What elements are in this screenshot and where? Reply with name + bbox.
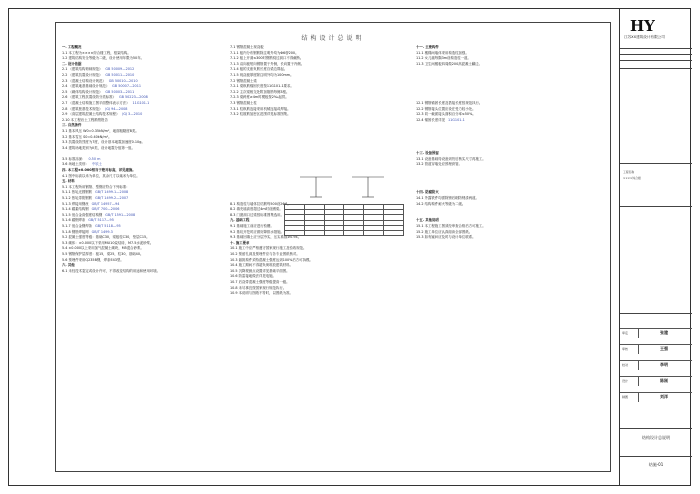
note-text: 13.1 设备基础待设备到货后核实尺寸再施工。 — [416, 156, 486, 161]
note-text: 10.7 后浇带混凝土强度等级提高一级。 — [230, 279, 290, 284]
note-text: 2.4 《建筑地基基础设计规范》 — [62, 84, 110, 89]
note-text: 十三. 设备预留 — [416, 151, 439, 156]
standard-code: GB/T 5118—95 — [95, 224, 121, 228]
note-text: 12.4 锚固长度详见 — [416, 117, 445, 122]
note-text: 9.1 基础施工前应进行验槽。 — [230, 224, 274, 228]
standard-code: JGJ 3—2010 — [122, 112, 143, 117]
note-text: 15.3 如有疑问应及时与设计单位联系。 — [416, 235, 476, 240]
note-text: 5.1.3 焊接用钢丝 — [62, 201, 89, 206]
note-text: 九. 基础工程 — [230, 218, 250, 223]
note-text: 7.2.2 主次梁相交处附加箍筋每侧3根。 — [230, 89, 290, 94]
note-text: 5.1.4 碳素结构钢 — [62, 207, 89, 212]
note-text: 4.1 图中标高以米为单位，其余尺寸以毫米为单位。 — [62, 173, 140, 178]
note-text: 11.2 女儿墙每隔3m设构造柱一道。 — [416, 56, 471, 61]
company-logo: HY — [630, 17, 655, 35]
note-text: 5.1.1 热轧光圆钢筋 — [62, 190, 93, 195]
signature-row — [620, 376, 692, 385]
project-label: 工程名称 — [623, 170, 635, 174]
signature-role: 审定 — [622, 331, 629, 335]
signature-name: 李明 — [660, 362, 668, 367]
note-text: 11.3 卫生间楼板四周做200高混凝土翻边。 — [416, 61, 482, 66]
standard-code: GB/T 700—2006 — [91, 207, 120, 212]
note-text: 十. 施工要求 — [230, 240, 250, 245]
note-text: 3.6 场地土类别： — [62, 162, 89, 167]
note-text: 7.3.2 柱箍筋加密区范围详见标准图集。 — [230, 112, 291, 117]
signature-row — [620, 344, 692, 353]
note-text: 7.1.1 板内分布钢筋除注明外均为Φ6@200。 — [230, 50, 299, 55]
note-text: 7.1 钢筋混凝土现浇板 — [230, 45, 264, 49]
signature-row — [620, 328, 692, 337]
note-text: 三. 自然条件 — [62, 123, 82, 128]
standard-code: GB 50003—2011 — [105, 89, 135, 94]
standard-code: 0.50 m — [88, 156, 101, 161]
drawing-title: 结构设计总说明 — [642, 435, 670, 440]
note-text: 7.1.5 现浇板厚度除注明外均为100mm。 — [230, 72, 294, 77]
note-text: 一. 工程概况 — [62, 45, 82, 49]
note-text: 五. 材料 — [62, 179, 75, 184]
note-text: 5.1.5 低合金高强度结构钢 — [62, 212, 103, 217]
standard-code: 11G101-1 — [132, 100, 150, 105]
standard-code: GB 50223—2008 — [118, 95, 148, 100]
note-text: 7.3 钢筋混凝土柱 — [230, 100, 257, 105]
note-text: 9.3 基础回填土应分层夯实，压实系数≥0.94。 — [230, 235, 302, 240]
note-text: 14.2 结构构件耐火等级为二级。 — [416, 201, 466, 206]
note-text: 8.1 构造柱与墙体拉结筋每500设2Φ6。 — [230, 201, 291, 206]
note-text: 2.1 《建筑结构荷载规范》 — [62, 67, 103, 72]
company-name: 江苏XX建筑设计有限公司 — [624, 35, 665, 39]
note-text: 12.2 钢筋接头位置应设在受力较小处。 — [416, 106, 476, 111]
note-text: 十一. 主要构件 — [416, 45, 439, 49]
standard-code: GB 50009—2012 — [105, 67, 135, 72]
standard-code: GB/T 5117—95 — [88, 218, 114, 223]
note-text: 10.6 防雷接地做法详见电施。 — [230, 274, 276, 279]
title-block — [619, 8, 691, 486]
note-text: 12.3 同一截面接头面积百分率≤50%。 — [416, 112, 476, 117]
signature-role: 设计 — [622, 379, 629, 383]
notes-column-3 — [416, 45, 606, 241]
note-text: 5.5 钢筋保护层厚度：板15，梁25，柱30，基础40。 — [62, 251, 144, 256]
note-text: 15.1 本工程施工图须经审查合格后方可施工。 — [416, 224, 486, 228]
note-line — [62, 269, 220, 275]
note-text: 7.1.2 板上开洞≤300时钢筋绕过洞口不得截断。 — [230, 56, 304, 61]
note-text: 5.1.7 低合金钢焊条 — [62, 224, 93, 228]
note-text: 8.3 门窗洞口过梁按标准图集选用。 — [230, 212, 284, 217]
note-text: 1.1 本工程为××××综合楼工程，框架结构。 — [62, 50, 131, 55]
note-text: 3.3 抗震设防烈度为7度，设计基本地震加速度0.10g。 — [62, 140, 145, 145]
standard-code: GB/T 1591—2008 — [105, 212, 136, 217]
note-text: 15.2 施工单位应认真阅读全部图纸。 — [416, 229, 473, 234]
note-text: 11.1 楼梯间墙体采用构造柱加强。 — [416, 50, 469, 55]
standard-code: GB 50007—2011 — [112, 84, 142, 89]
note-text: 10.8 未尽事宜按国家现行规范执行。 — [230, 285, 287, 290]
signature-name: 王强 — [660, 346, 668, 351]
note-text: 2.6 《建筑工程抗震设防分类标准》 — [62, 95, 116, 100]
note-text: 10.2 预留孔洞及预埋件应与各专业图纸核对。 — [230, 251, 300, 256]
standard-code: GB/T 1499.2—2007 — [95, 196, 129, 201]
drawing-number: 结施-01 — [648, 462, 664, 467]
signature-role: 审核 — [622, 347, 629, 351]
signature-role: 校对 — [622, 363, 629, 367]
standard-code: GB/T 1499.3 — [91, 229, 113, 234]
note-text: 二. 设计依据 — [62, 61, 82, 66]
standard-code: GB/T 1499.1—2008 — [95, 190, 129, 195]
note-text: 2.5 《砌体结构设计规范》 — [62, 89, 103, 94]
note-text: 12.1 钢筋锚固长度及搭接长度按规范执行。 — [416, 100, 483, 105]
note-text: 5.2 混凝土强度等级：基础C30，梁板柱C30，垫层C15。 — [62, 235, 150, 240]
notes-column-1 — [62, 45, 220, 274]
note-text: 5.3 砌体：±0.000以下采用MU10烧结砖，M7.5水泥砂浆。 — [62, 240, 154, 245]
signature-row — [620, 392, 692, 401]
drawing-heading: 结构设计总说明 — [301, 35, 365, 42]
note-text: 13.2 管道穿墙处应预埋套管。 — [416, 162, 462, 167]
note-text: 5.1.8 钢筋焊接网 — [62, 229, 89, 234]
notes-column-2 — [230, 45, 406, 297]
standard-code: GB 50011—2010 — [105, 72, 135, 77]
note-text: 2.7 《混凝土结构施工图平面整体表示方法》 — [62, 100, 130, 105]
note-text: 14.1 外露铁件均需除锈后刷防锈漆两道。 — [416, 196, 479, 201]
note-text: 3.2 基本雪压 S0=0.40kN/m²。 — [62, 134, 112, 139]
note-text: 7.1.4 板的支座负筋长度自梁边算起。 — [230, 67, 288, 72]
note-text: 10.3 悬挑构件须待混凝土强度达到100%后方可拆模。 — [230, 257, 313, 262]
note-text: 5.6 预埋件采用Q235B钢，焊条E43型。 — [62, 257, 124, 262]
standard-code: JGJ 94—2008 — [105, 106, 128, 111]
note-text: 3.5 标准冻深： — [62, 156, 86, 161]
note-text: 2.8 《建筑桩基技术规范》 — [62, 106, 103, 111]
note-text: 7.1.3 双向板短向钢筋置于外侧，长向置于内侧。 — [230, 61, 305, 66]
note-text: 7.3.1 柱纵筋连接采用机械连接或焊接。 — [230, 106, 291, 111]
note-text: 六. 其他 — [62, 263, 75, 268]
note-text: 1.2 建筑结构安全等级为二级，设计使用年限为50年。 — [62, 56, 144, 61]
note-text: 8.2 填充墙高度超过4m时设圈梁。 — [230, 207, 283, 212]
note-text: 2.3 《混凝土结构设计规范》 — [62, 78, 106, 83]
note-text: 十四. 防腐防火 — [416, 190, 439, 195]
project-value: ××××综合楼 — [623, 176, 641, 180]
note-text: 2.2 《建筑抗震设计规范》 — [62, 72, 103, 77]
note-text: 7.2.3 梁跨度≥4m时模板按2‰起拱。 — [230, 95, 289, 100]
signature-row — [620, 360, 692, 369]
note-text: 2.10 本工程岩土工程勘察报告 — [62, 117, 108, 122]
signature-name: 张建 — [660, 330, 668, 335]
signature-role: 制图 — [622, 395, 629, 399]
note-line — [416, 235, 606, 241]
standard-code: 中软土 — [91, 162, 102, 167]
note-text: 5.1 本工程所用钢筋、型钢应符合下列标准： — [62, 184, 130, 189]
reinforcement-table — [284, 204, 404, 236]
note-text: 10.5 沉降观测点设置详见基础平面图。 — [230, 268, 290, 273]
note-text: 10.4 施工期间不得超负荷堆放建筑材料。 — [230, 263, 293, 268]
note-text: 3.1 基本风压 W0=0.35kN/m²，地面粗糙度B类。 — [62, 128, 139, 133]
note-text: 2.9 《高层建筑混凝土结构技术规程》 — [62, 112, 120, 117]
note-text: 5.1.2 热轧带肋钢筋 — [62, 196, 93, 201]
drawing-frame — [55, 22, 611, 472]
signature-name: 陈刚 — [660, 378, 668, 383]
standard-code: 11G101-1 — [447, 117, 465, 122]
note-text: 10.9 本说明与图纸不符时，以图纸为准。 — [230, 291, 293, 296]
note-text: 5.4 ±0.000以上采用加气混凝土砌块，M5混合砂浆。 — [62, 246, 144, 251]
note-text: 四. 本工程±0.000相当于绝对标高，详见建施。 — [62, 168, 136, 173]
standard-code: GB 50010—2010 — [108, 78, 138, 83]
signature-name: 刘洋 — [660, 394, 668, 399]
note-text: 10.1 施工中应严格遵守国家现行施工及验收规范。 — [230, 246, 307, 251]
standard-code: GB/T 14957—94 — [91, 201, 120, 206]
note-line — [230, 291, 406, 297]
note-text: 9.2 基坑开挖时应做好降排水措施。 — [230, 229, 284, 234]
note-text: 5.1.6 碳钢焊条 — [62, 218, 86, 223]
note-text: 3.4 建筑场地类别为II类，设计地震分组第一组。 — [62, 145, 135, 150]
note-text: 7.2 钢筋混凝土梁 — [230, 78, 257, 83]
note-text: 7.2.1 梁纵筋锚固长度按11G101-1要求。 — [230, 84, 294, 89]
note-text: 十五. 其他说明 — [416, 218, 439, 223]
note-text: 6.1 未经技术鉴定或设计许可，不得改变结构的用途和使用环境。 — [62, 268, 161, 273]
section-detail-diagram — [292, 173, 392, 201]
